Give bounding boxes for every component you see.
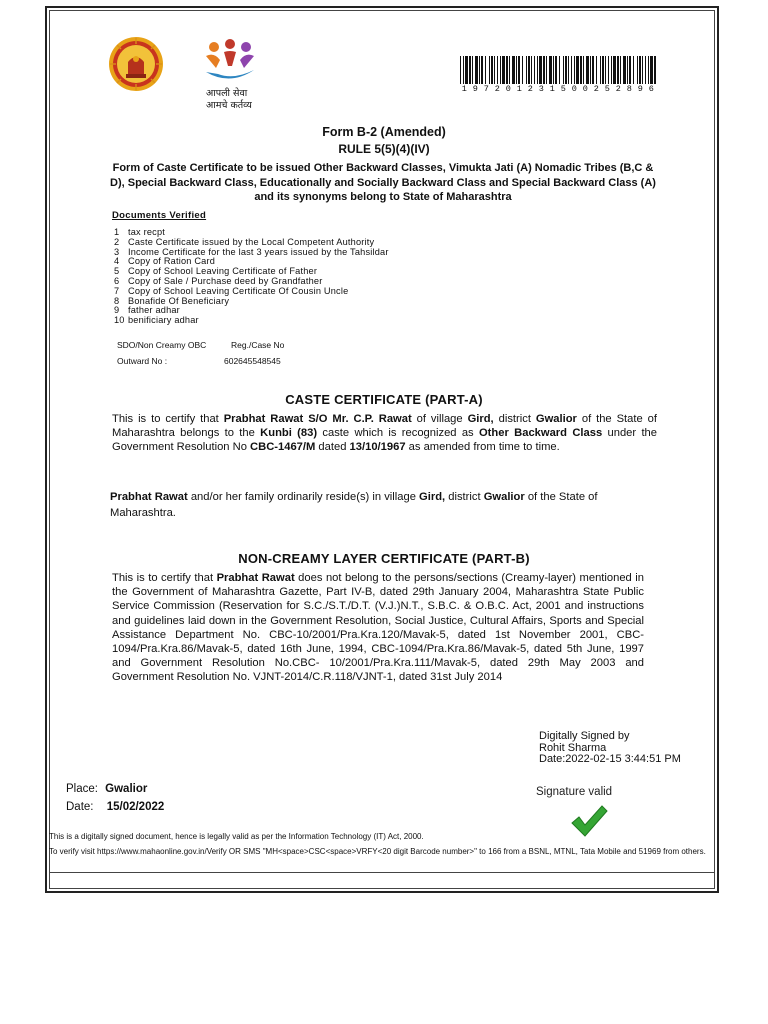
- barcode-bar: [516, 56, 517, 84]
- document-item: 1 tax recpt: [114, 227, 166, 237]
- barcode-bar: [543, 56, 545, 84]
- barcode-bar: [654, 56, 656, 84]
- barcode-bar: [463, 56, 464, 84]
- barcode-number: 1 9 7 2 0 1 2 3 1 5 0 0 2 5 2 8 9 6: [461, 84, 655, 94]
- barcode-bar: [465, 56, 468, 84]
- barcode-bar: [491, 56, 493, 84]
- barcode-bar: [534, 56, 535, 84]
- barcode-bar: [571, 56, 572, 84]
- barcode-bar: [623, 56, 626, 84]
- barcode-bar: [576, 56, 579, 84]
- place-label: Place:: [66, 783, 98, 795]
- barcode-bar: [586, 56, 589, 84]
- barcode-bar: [497, 56, 498, 84]
- signed-by-label: Digitally Signed by: [539, 730, 630, 742]
- barcode-bar: [506, 56, 508, 84]
- barcode-bar: [528, 56, 530, 84]
- barcode-bar: [460, 56, 461, 84]
- date-row: [66, 801, 164, 813]
- barcode-bar: [600, 56, 601, 84]
- reg-case-label: Reg./Case No: [231, 340, 285, 350]
- signature-date: Date:2022-02-15 3:44:51 PM: [539, 753, 681, 765]
- barcode-bar: [522, 56, 523, 84]
- part-b-paragraph: This is to certify that Prabhat Rawat does not belong to the persons/sections (Creamy-layer) mentioned in the Government of Maharashtra Gazette, Part IV-B, dated 29th January 2004, Maharashtra State Public Service Commission (Reservation for S.C./S.T./D.T. (V.J.)N.T., S.B.C. & O.B.C. Act, 2001 and instructions and guidelines laid down in the Government Resolution, Social Justice, Cultural Affairs, Sports and Special Assistance Department No. CBC-10/2001/Pra.Kra.120/Mavak-5, dated 1st November 2001, CBC-1094/Pra.Kra.86/Mavak-5, dated 16th June, 1994, CBC-1094/Pra.Kra.86/Mavak-5, dated 5th June, 1997 and Government Resolution No.CBC- 10/2001/Pra.Kra.111/Mavak-5, dated 29th May 2003 and Government Resolution No. VJNT-2014/C.R.118/VJNT-1, dated 31st July 2014: [112, 572, 644, 684]
- barcode-bar: [531, 56, 532, 84]
- barcode-bar: [574, 56, 575, 84]
- rule-title: RULE 5(5)(4)(IV): [338, 142, 430, 156]
- barcode-bar: [475, 56, 478, 84]
- signature-valid-label: Signature valid: [536, 786, 613, 798]
- document-item: 8 Bonafide Of Beneficiary: [114, 295, 230, 306]
- barcode-bar: [546, 56, 547, 84]
- aapli-seva-logo: [198, 38, 262, 116]
- state-emblem-logo: [108, 36, 164, 92]
- form-description: Form of Caste Certificate to be issued Other Backward Classes, Vimukta Jati (A) Nomadic Tribes (B,C & D), Special Backward Class, Educationally and Socially Backward Class and Special Backward Class (A) and its synonyms belong to State of Maharashtra: [110, 162, 656, 203]
- barcode-bar: [563, 56, 564, 84]
- barcode-bar: [580, 56, 582, 84]
- date-label: Date:: [66, 801, 94, 813]
- barcode-bar: [590, 56, 591, 84]
- document-item: 5 Copy of School Leaving Certificate of Father: [114, 266, 318, 277]
- document-item: 6 Copy of Sale / Purchase deed by Grandfather: [114, 275, 323, 286]
- barcode-bar: [472, 56, 473, 84]
- barcode-bar: [518, 56, 520, 84]
- barcode-bar: [539, 56, 542, 84]
- barcode-bar: [489, 56, 490, 84]
- barcode-bar: [512, 56, 515, 84]
- barcode-bar: [629, 56, 631, 84]
- barcode-bar: [469, 56, 471, 84]
- part-a-paragraph: This is to certify that Prabhat Rawat S/O Mr. C.P. Rawat of village Gird, district Gwalior of the State of Maharashtra belongs to the Kunbi (83) caste which is recognized as Other Backward Class under the Government Resolution No CBC-1467/M dated 13/10/1967 as amended from time to time.: [112, 413, 657, 454]
- part-a-residence-paragraph: Prabhat Rawat and/or her family ordinarily reside(s) in village Gird, district Gwalior of the State of Maharashtra.: [110, 491, 598, 519]
- outward-number: 602645548545: [224, 356, 281, 366]
- document-item: 2 Caste Certificate issued by the Local Competent Authority: [114, 236, 375, 247]
- document-item: 10 benificiary adhar: [114, 315, 199, 326]
- barcode-bar: [537, 56, 538, 84]
- place-value: Gwalior: [105, 783, 148, 795]
- barcode-bar: [509, 56, 510, 84]
- form-title: Form B-2 (Amended): [322, 125, 446, 139]
- digital-signature-block: [539, 731, 681, 766]
- barcode-bar: [617, 56, 619, 84]
- barcode-bar: [568, 56, 569, 84]
- outward-label: Outward No :: [117, 356, 168, 366]
- barcode-bars: [458, 56, 658, 84]
- barcode-bar: [605, 56, 606, 84]
- barcode-bar: [500, 56, 501, 84]
- legal-validity-note: This is a digitally signed document, hence is legally valid as per the Information Technology (IT) Act, 2000.: [49, 832, 424, 841]
- barcode-bar: [583, 56, 584, 84]
- barcode-bar: [648, 56, 649, 84]
- barcode-bar: [592, 56, 594, 84]
- barcode-bar: [549, 56, 552, 84]
- barcode-bar: [596, 56, 597, 84]
- signer-name: Rohit Sharma: [539, 741, 607, 754]
- barcode-bar: [565, 56, 567, 84]
- barcode-bar: [613, 56, 616, 84]
- document-item: 7 Copy of School Leaving Certificate Of Cousin Uncle: [114, 285, 349, 296]
- document-item: 4 Copy of Ration Card: [114, 256, 216, 267]
- part-b-heading: NON-CREAMY LAYER CERTIFICATE (PART-B): [238, 551, 530, 566]
- part-a-heading: CASTE CERTIFICATE (PART-A): [285, 392, 483, 407]
- barcode-bar: [645, 56, 646, 84]
- documents-list: [114, 228, 389, 326]
- barcode: [458, 56, 658, 84]
- barcode-bar: [642, 56, 643, 84]
- document-item: 9 father adhar: [114, 305, 180, 316]
- barcode-bar: [479, 56, 480, 84]
- barcode-bar: [502, 56, 505, 84]
- barcode-bar: [602, 56, 604, 84]
- barcode-bar: [637, 56, 638, 84]
- aapli-seva-text-line2: आमचे कर्तव्य: [206, 100, 252, 111]
- barcode-bar: [608, 56, 609, 84]
- aapli-seva-text-line1: आपली सेवा: [206, 88, 248, 99]
- barcode-bar: [639, 56, 641, 84]
- barcode-bar: [555, 56, 557, 84]
- barcode-bar: [481, 56, 483, 84]
- barcode-bar: [627, 56, 628, 84]
- barcode-bar: [559, 56, 560, 84]
- barcode-bar: [611, 56, 612, 84]
- footer-divider-top: [49, 872, 715, 873]
- office-label: SDO/Non Creamy OBC: [117, 340, 207, 350]
- verification-instructions: To verify visit https://www.mahaonline.gov.in/Verify OR SMS "MH<space>CSC<space>VRFY<20 digit Barcode number>" to 166 from a BSNL, MTNL, Tata Mobile and 51969 from others.: [49, 847, 706, 856]
- barcode-bar: [620, 56, 621, 84]
- date-value: 15/02/2022: [106, 801, 165, 813]
- document-item: 3 Income Certificate for the last 3 years issued by the Tahsildar: [114, 246, 389, 257]
- place-row: [66, 783, 147, 795]
- barcode-bar: [633, 56, 634, 84]
- barcode-bar: [485, 56, 486, 84]
- barcode-bar: [650, 56, 653, 84]
- documents-heading: Documents Verified: [112, 210, 207, 221]
- barcode-bar: [494, 56, 495, 84]
- barcode-bar: [553, 56, 554, 84]
- barcode-bar: [526, 56, 527, 84]
